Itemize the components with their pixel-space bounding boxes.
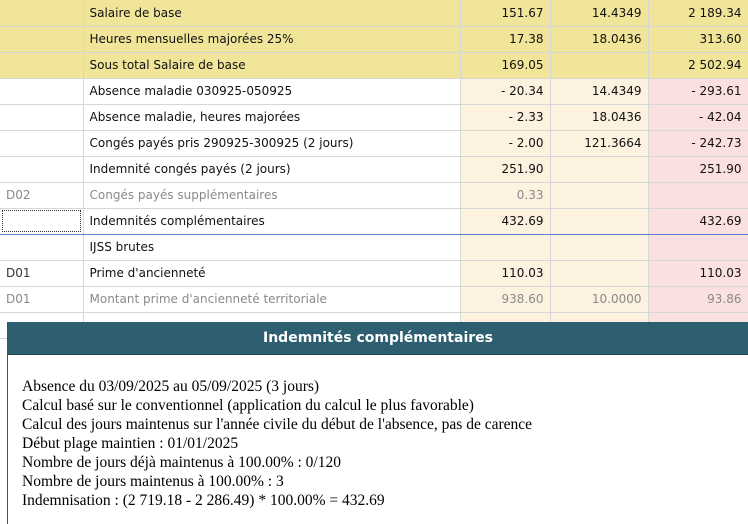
table-row[interactable] <box>0 0 748 26</box>
row-amount[interactable] <box>648 234 748 260</box>
row-label[interactable]: Salaire de base <box>83 0 460 26</box>
row-label[interactable]: Indemnité congés payés (2 jours) <box>83 156 460 182</box>
row-base[interactable]: - 2.00 <box>460 130 550 156</box>
row-code[interactable]: D01 <box>0 260 83 286</box>
row-rate[interactable] <box>550 156 648 182</box>
row-rate[interactable]: 14.4349 <box>550 0 648 26</box>
table-row[interactable] <box>0 130 748 156</box>
row-base[interactable]: 110.03 <box>460 260 550 286</box>
row-amount[interactable]: 432.69 <box>648 208 748 234</box>
tooltip-line: Début plage maintien : 01/01/2025 <box>22 435 239 452</box>
row-rate[interactable] <box>550 234 648 260</box>
row-amount[interactable]: 93.86 <box>648 286 748 312</box>
row-rate[interactable]: 121.3664 <box>550 130 648 156</box>
row-code[interactable] <box>0 26 83 52</box>
row-amount[interactable]: - 242.73 <box>648 130 748 156</box>
row-rate[interactable] <box>550 52 648 78</box>
row-code[interactable] <box>0 52 83 78</box>
row-code[interactable]: D01 <box>0 286 83 312</box>
row-label[interactable]: Sous total Salaire de base <box>83 52 460 78</box>
row-amount[interactable] <box>648 182 748 208</box>
row-base[interactable]: 432.69 <box>460 208 550 234</box>
row-base[interactable]: 0.33 <box>460 182 550 208</box>
row-base[interactable]: 251.90 <box>460 156 550 182</box>
row-code[interactable] <box>0 234 83 260</box>
row-code[interactable] <box>0 0 83 26</box>
row-amount[interactable]: - 293.61 <box>648 78 748 104</box>
row-base[interactable] <box>460 234 550 260</box>
row-rate[interactable]: 10.0000 <box>550 286 648 312</box>
table-row[interactable] <box>0 26 748 52</box>
row-label[interactable]: Montant prime d'ancienneté territoriale <box>83 286 460 312</box>
row-code[interactable] <box>0 104 83 130</box>
row-base[interactable]: - 2.33 <box>460 104 550 130</box>
row-rate[interactable]: 14.4349 <box>550 78 648 104</box>
table-row[interactable] <box>0 104 748 130</box>
row-base[interactable]: - 20.34 <box>460 78 550 104</box>
row-amount[interactable]: 110.03 <box>648 260 748 286</box>
table-row[interactable] <box>0 156 748 182</box>
row-label[interactable]: Indemnités complémentaires <box>83 208 460 234</box>
table-row[interactable] <box>0 52 748 78</box>
table-row[interactable] <box>0 286 748 312</box>
row-rate[interactable] <box>550 182 648 208</box>
tooltip-title: Indemnités complémentaires <box>8 322 748 355</box>
row-rate[interactable]: 18.0436 <box>550 104 648 130</box>
row-label[interactable]: Heures mensuelles majorées 25% <box>83 26 460 52</box>
row-amount[interactable]: 2 502.94 <box>648 52 748 78</box>
row-rate[interactable] <box>550 260 648 286</box>
row-amount[interactable]: - 42.04 <box>648 104 748 130</box>
row-label[interactable]: Congés payés pris 290925-300925 (2 jours) <box>83 130 460 156</box>
tooltip-line: Absence du 03/09/2025 au 05/09/2025 (3 jours) <box>22 378 320 395</box>
row-rate[interactable]: 18.0436 <box>550 26 648 52</box>
row-label[interactable]: Absence maladie 030925-050925 <box>83 78 460 104</box>
row-code[interactable]: D02 <box>0 182 83 208</box>
tooltip-indemnites-complementaires <box>7 322 748 524</box>
table-row[interactable] <box>0 260 748 286</box>
row-base[interactable]: 169.05 <box>460 52 550 78</box>
tooltip-line: Calcul basé sur le conventionnel (application du calcul le plus favorable) <box>22 397 474 414</box>
row-code[interactable] <box>0 208 83 234</box>
tooltip-line: Calcul des jours maintenus sur l'année civile du début de l'absence, pas de carence <box>22 416 533 433</box>
row-label[interactable]: IJSS brutes <box>83 234 460 260</box>
row-rate[interactable] <box>550 208 648 234</box>
row-label[interactable]: Congés payés supplémentaires <box>83 182 460 208</box>
tooltip-body <box>8 355 748 510</box>
table-row[interactable] <box>0 208 748 234</box>
tooltip-line: Indemnisation : (2 719.18 - 2 286.49) * 100.00% = 432.69 <box>22 492 385 509</box>
row-label[interactable]: Absence maladie, heures majorées <box>83 104 460 130</box>
table-row[interactable] <box>0 78 748 104</box>
row-amount[interactable]: 313.60 <box>648 26 748 52</box>
row-code[interactable] <box>0 156 83 182</box>
row-base[interactable]: 17.38 <box>460 26 550 52</box>
row-label[interactable]: Prime d'ancienneté <box>83 260 460 286</box>
row-code[interactable] <box>0 130 83 156</box>
tooltip-line: Nombre de jours déjà maintenus à 100.00% : 0/120 <box>22 454 341 471</box>
row-base[interactable]: 151.67 <box>460 0 550 26</box>
row-amount[interactable]: 251.90 <box>648 156 748 182</box>
table-row[interactable] <box>0 234 748 260</box>
tooltip-line: Nombre de jours maintenus à 100.00% : 3 <box>22 473 284 490</box>
row-code[interactable] <box>0 78 83 104</box>
table-row[interactable] <box>0 182 748 208</box>
row-amount[interactable]: 2 189.34 <box>648 0 748 26</box>
row-base[interactable]: 938.60 <box>460 286 550 312</box>
